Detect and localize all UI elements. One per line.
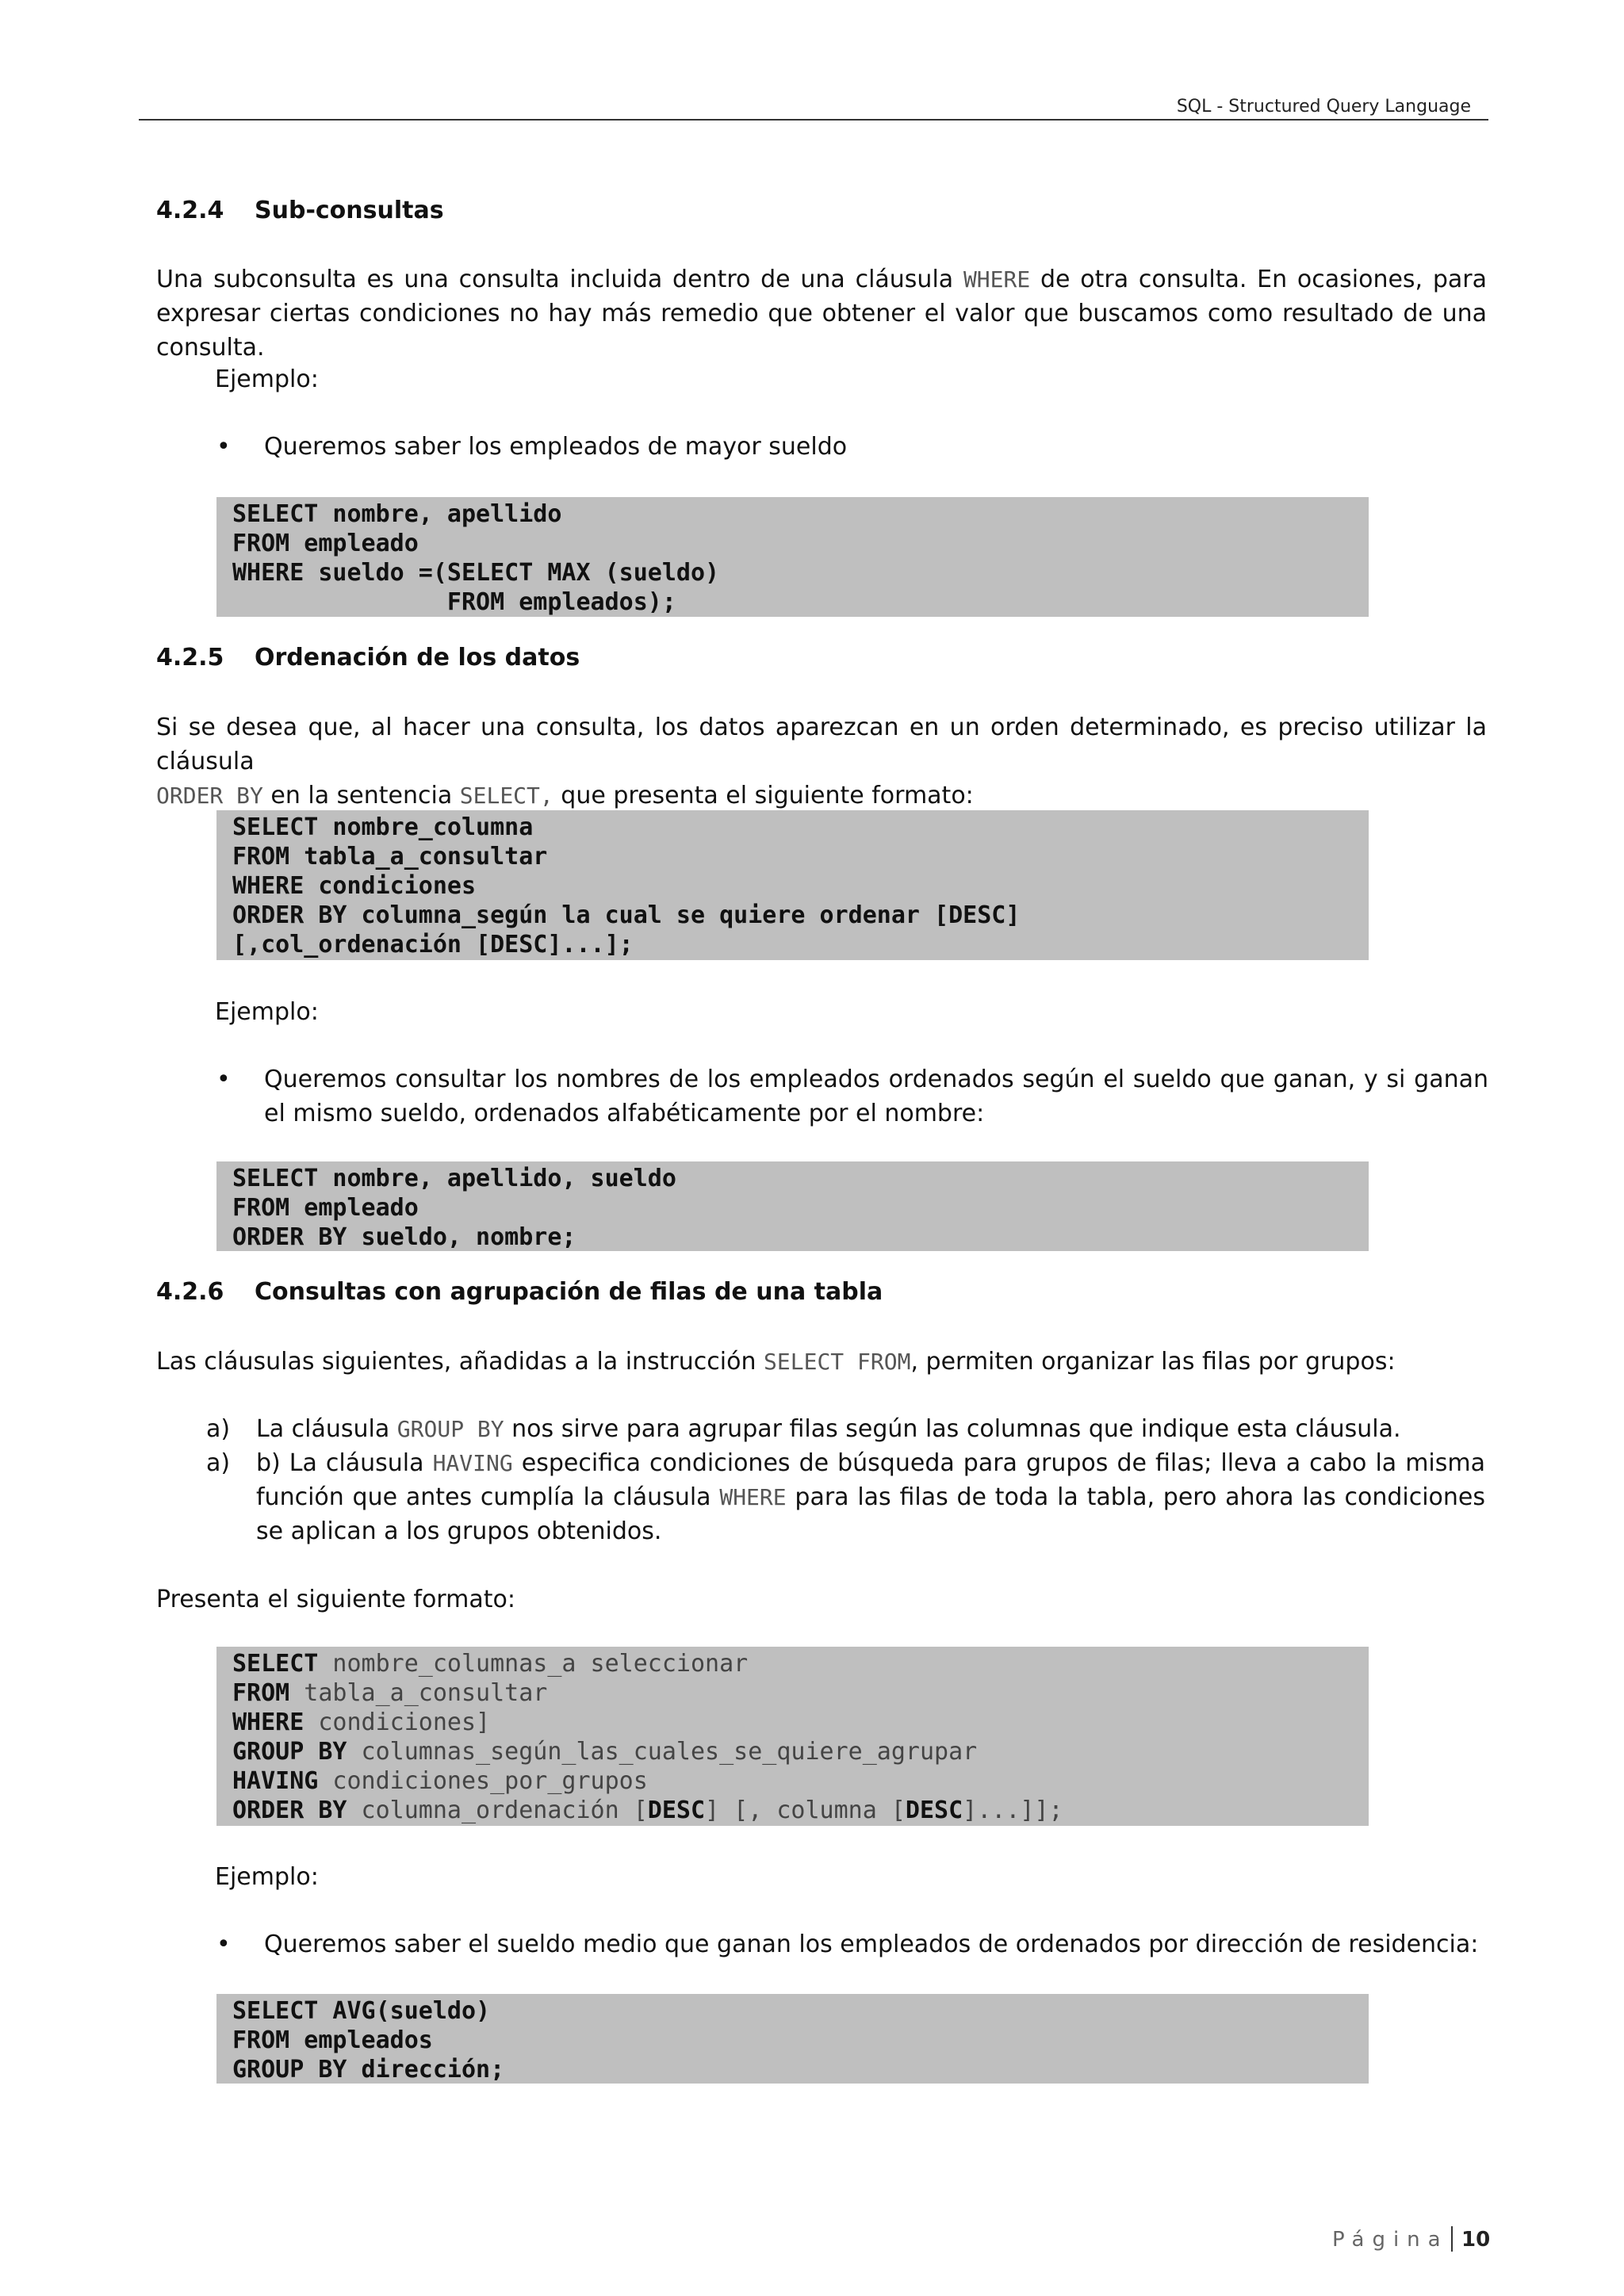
code-line: SELECT AVG(sueldo) [232,1997,491,2025]
text-run: Si se desea que, al hacer una consulta, los datos aparezcan en un orden determinado, es preciso utilizar la cláusula [156,714,1487,775]
code-text: nombre_columnas_a seleccionar [318,1650,749,1678]
bullet-dot-icon: • [216,1931,231,1958]
section-title: Consultas con agrupación de filas de una tabla [255,1278,883,1306]
text-run: nos sirve para agrupar filas según las columnas que indique esta cláusula. [504,1415,1401,1443]
code-line [232,1766,1369,1796]
section-heading-425 [156,644,580,672]
code-line: FROM empleado [232,1194,419,1222]
list-label: a) [206,1449,231,1477]
list-item-group-by [206,1412,1489,1446]
section-heading-426 [156,1278,883,1306]
inline-code: WHERE [719,1484,787,1510]
inline-code: ORDER BY [156,783,263,809]
list-item-having [206,1446,1489,1548]
code-line [232,1708,1369,1737]
code-block-subquery [216,497,1369,617]
list-text [256,1412,1485,1446]
section-number: 4.2.5 [156,644,224,672]
code-line [232,1796,1369,1825]
text-run: para las filas de toda la tabla, pero ahora las condiciones se aplican a los grupos obtenidos. [256,1483,1485,1545]
footer-divider [1451,2226,1453,2252]
code-text: condiciones] [304,1709,491,1736]
code-line: ORDER BY sueldo, nombre; [232,1223,576,1251]
code-keyword: DESC [905,1797,963,1824]
code-line [232,1678,1369,1708]
code-text: ]...]]; [963,1797,1063,1824]
code-keyword: GROUP BY [232,1738,347,1766]
code-line: FROM empleado [232,530,419,557]
inline-code: SELECT FROM [764,1349,911,1375]
bullet-text: Queremos consultar los nombres de los empleados ordenados según el sueldo que ganan, y si ganan el mismo sueldo, ordenados alfabéticamente por el nombre: [264,1066,1488,1127]
code-line [232,1649,1369,1678]
section-title: Ordenación de los datos [255,644,580,672]
code-line: SELECT nombre, apellido [232,500,562,528]
paragraph-order-by [156,710,1487,813]
code-line: FROM empleados [232,2026,433,2054]
code-keyword: FROM [232,1679,290,1707]
bullet-item [216,1062,1493,1131]
code-text: ] [, columna [ [705,1797,906,1824]
code-block-group-example [216,1994,1369,2084]
bullet-item [216,1927,1493,1961]
paragraph-group-intro [156,1345,1487,1379]
paragraph-subconsulta [156,262,1487,365]
section-number: 4.2.6 [156,1278,224,1306]
inline-code: HAVING [432,1450,513,1476]
code-text: columna_ordenación [ [347,1797,648,1824]
code-line [232,1737,1369,1766]
example-label: Ejemplo: [215,365,319,393]
header-title: SQL - Structured Query Language [1176,97,1471,117]
code-keyword: ORDER BY [232,1797,347,1824]
code-keyword: WHERE [232,1709,304,1736]
example-label: Ejemplo: [215,1863,319,1891]
example-label: Ejemplo: [215,998,319,1026]
text-run: en la sentencia [262,782,460,809]
text-run: Una subconsulta es una consulta incluida dentro de una cláusula [156,266,963,293]
code-line: SELECT nombre, apellido, sueldo [232,1165,676,1192]
section-number: 4.2.4 [156,197,224,224]
code-keyword: SELECT [232,1650,319,1678]
code-line: FROM tabla_a_consultar [232,843,548,871]
text-run: especifica condiciones de búsqueda para grupos de filas; lleva a cabo la misma función que antes cumplía la cláusula [256,1449,1486,1511]
bullet-item [216,430,1493,464]
list-text [256,1446,1485,1548]
inline-code: WHERE [963,266,1031,293]
text-run: , permiten organizar las filas por grupos: [910,1348,1396,1376]
bullet-text: Queremos saber el sueldo medio que ganan los empleados de ordenados por dirección de residencia: [264,1931,1479,1958]
code-block-order-format [216,810,1369,960]
inline-code: SELECT, [459,783,553,809]
code-line: GROUP BY dirección; [232,2056,505,2084]
code-keyword: HAVING [232,1767,319,1795]
bullet-text: Queremos saber los empleados de mayor sueldo [264,433,848,461]
code-line: WHERE sueldo =(SELECT MAX (sueldo) [232,559,720,587]
section-title: Sub-consultas [255,197,444,224]
text-line [156,779,1487,813]
text-run: que presenta el siguiente formato: [553,782,974,809]
running-header [139,94,1488,121]
page-number: 10 [1461,2228,1491,2252]
bullet-dot-icon: • [216,1066,231,1093]
code-line: [,col_ordenación [DESC]...]; [232,931,634,959]
inline-code: GROUP BY [396,1416,504,1442]
code-line: ORDER BY columna_según la cual se quiere ordenar [DESC] [232,901,1021,929]
code-line: WHERE condiciones [232,872,477,900]
code-line: SELECT nombre_columna [232,813,534,841]
code-text: tabla_a_consultar [289,1679,548,1707]
code-text: condiciones_por_grupos [318,1767,648,1795]
code-block-group-format [216,1647,1369,1826]
text-run: de otra consulta. En ocasiones, para expresar ciertas condiciones no hay más remedio que obtener el valor que buscamos como resultado de una consulta. [156,266,1487,362]
text-run: La cláusula [256,1415,397,1443]
code-text: columnas_según_las_cuales_se_quiere_agrupar [347,1738,978,1766]
code-keyword: DESC [647,1797,706,1824]
list-label: a) [206,1415,231,1443]
section-heading-424 [156,197,444,224]
bullet-dot-icon: • [216,433,231,461]
code-block-order-example [216,1161,1369,1251]
text-run: Las cláusulas siguientes, añadidas a la instrucción [156,1348,764,1376]
footer-pagina-label: Página [1332,2228,1449,2252]
paragraph-presenta: Presenta el siguiente formato: [156,1586,515,1613]
text-run: b) La cláusula [256,1449,433,1477]
code-line: FROM empleados); [232,588,676,616]
